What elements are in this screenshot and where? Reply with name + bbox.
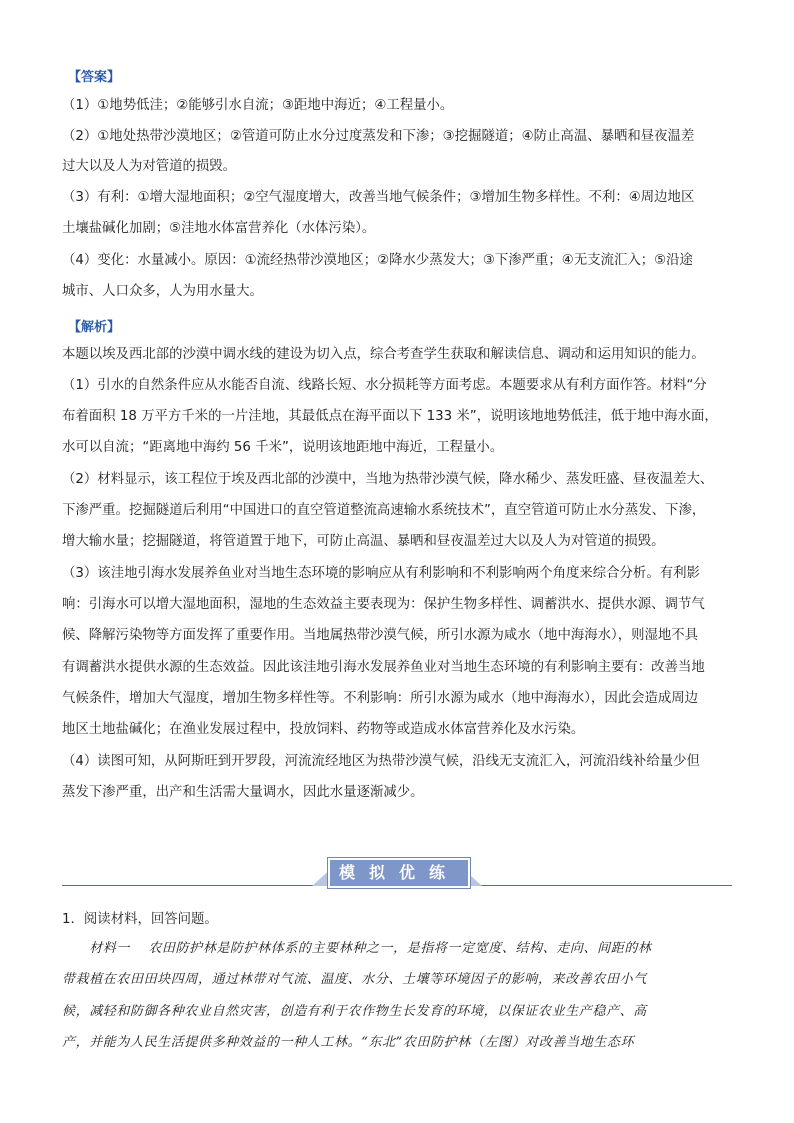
answer-line: （3）有利：①增大湿地面积；②空气湿度增大，改善当地气候条件；③增加生物多样性。不利：④周边地区 xyxy=(62,190,695,205)
answer-heading: 【答案】 xyxy=(68,70,121,85)
answer-line: （1）①地势低洼；②能够引水自流；③距地中海近；④工程量小。 xyxy=(62,98,454,113)
material-line: 产，并能为人民生活提供多种效益的一种人工林。“东北”农田防护林（左图）对改善当地生态环 xyxy=(62,1035,635,1050)
answer-line: 城市、人口众多，人为用水量大。 xyxy=(62,284,263,299)
answer-line: （2）①地处热带沙漠地区；②管道可防止水分过度蒸发和下渗；③挖掘隧道；④防止高温、暴晒和昼夜温差 xyxy=(62,129,695,144)
answer-line: （4）变化：水量减小。原因：①流经热带沙漠地区；②降水少蒸发大；③下渗严重；④无支流汇入；⑤沿途 xyxy=(62,253,693,268)
analysis-line: 地区土地盐碱化；在渔业发展过程中，投放饲料、药物等或造成水体富营养化及水污染。 xyxy=(62,722,585,737)
analysis-line: 下渗严重。挖掘隧道后利用“中国进口的直空管道整流高速输水系统技术”，直空管道可防止水分蒸发、下渗， xyxy=(62,503,706,518)
material-line: 带栽植在农田田块四周，通过林带对气流、温度、水分、土壤等环境因子的影响，来改善农田小气 xyxy=(62,972,647,987)
material-line: 候，减轻和防御各种农业自然灾害，创造有利于农作物生长发育的环境，以保证农业生产稳产、高 xyxy=(62,1004,647,1019)
analysis-line: 气候条件，增加大气湿度，增加生物多样性等。不利影响：所引水源为咸水（地中海海水），因此会造成周边 xyxy=(62,691,699,706)
answer-line: 土壤盐碱化加剧；⑤洼地水体富营养化（水体污染）。 xyxy=(62,221,376,236)
analysis-line: 本题以埃及西北部的沙漠中调水线的建设为切入点，综合考查学生获取和解读信息、调动和运用知识的能力。 xyxy=(62,347,705,362)
material-line: 材料一 农田防护林是防护林体系的主要林种之一，是指将一定宽度、结构、走向、间距的林 xyxy=(62,941,652,956)
analysis-line: 候、降解污染物等方面发挥了重要作用。当地属热带沙漠气候，所引水源为咸水（地中海海水），则湿地不具 xyxy=(62,628,699,643)
question-title: 1．阅读材料，回答问题。 xyxy=(62,912,218,927)
analysis-heading: 【解析】 xyxy=(68,320,121,335)
analysis-line: 增大输水量；挖掘隧道，将管道置于地下，可防止高温、暴晒和昼夜温差过大以及人为对管道的损毁。 xyxy=(62,534,665,549)
section-banner-title: 模拟优练 xyxy=(328,858,470,888)
section-divider xyxy=(62,852,732,892)
analysis-line: （1）引水的自然条件应从水能否自流、线路长短、水分损耗等方面考虑。本题要求从有利方面作答。材料“分 xyxy=(62,378,707,393)
analysis-line: （3）该洼地引海水发展养鱼业对当地生态环境的影响应从有利影响和不利影响两个角度来综合分析。有利影 xyxy=(62,566,700,581)
analysis-line: 有调蓄洪水提供水源的生态效益。因此该洼地引海水发展养鱼业对当地生态环境的有利影响主要有：改善当地 xyxy=(62,660,705,675)
analysis-line: 布着面积 18 万平方千米的一片洼地，其最低点在海平面以下 133 米”，说明该地地势低洼，低于地中海水面， xyxy=(62,409,718,424)
analysis-line: （2）材料显示，该工程位于埃及西北部的沙漠中，当地为热带沙漠气候，降水稀少、蒸发旺盛、昼夜温差大、 xyxy=(62,472,714,487)
section-banner xyxy=(312,852,482,890)
analysis-line: 蒸发下渗严重，出产和生活需大量调水，因此水量逐渐减少。 xyxy=(62,785,424,800)
analysis-line: 水可以自流；“距离地中海约 56 千米”，说明该地距地中海近，工程量小。 xyxy=(62,440,504,455)
analysis-line: （4）读图可知，从阿斯旺到开罗段，河流流经地区为热带沙漠气候，沿线无支流汇入，河流沿线补给量少但 xyxy=(62,754,700,769)
answer-line: 过大以及人为对管道的损毁。 xyxy=(62,159,237,174)
analysis-line: 响：引海水可以增大湿地面积，湿地的生态效益主要表现为：保护生物多样性、调蓄洪水、提供水源、调节气 xyxy=(62,597,705,612)
